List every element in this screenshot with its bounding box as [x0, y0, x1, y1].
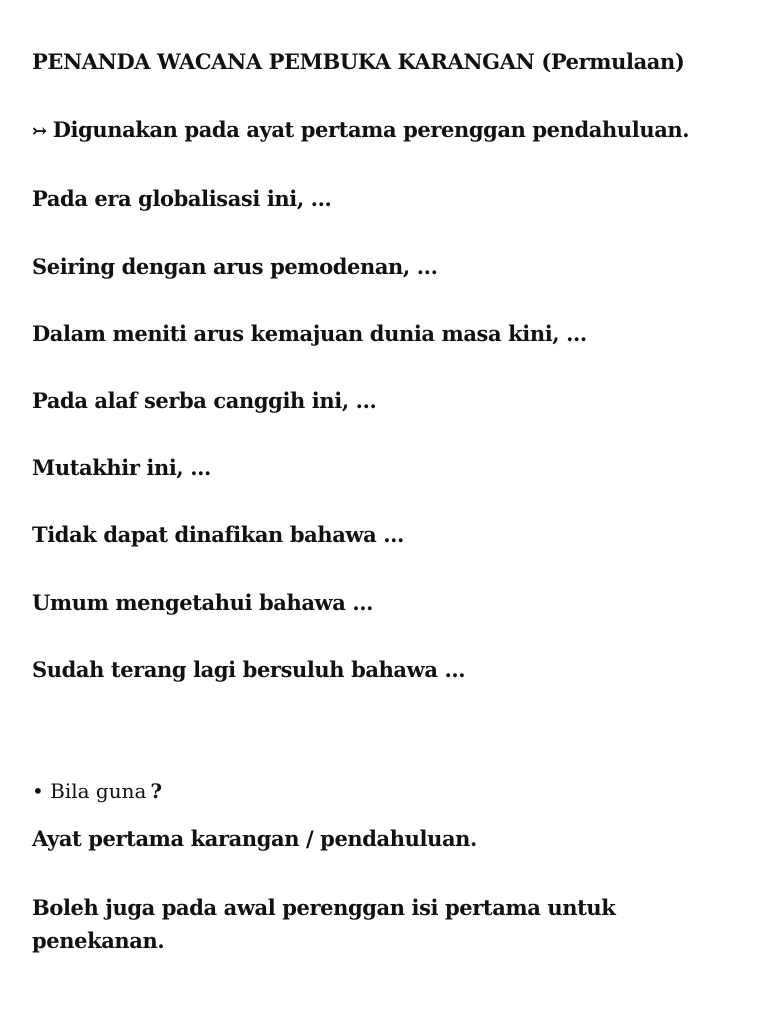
- phrase-item: Pada era globalisasi ini, ...: [32, 186, 332, 211]
- usage-label: Bila guna: [50, 779, 147, 803]
- phrase-item: Mutakhir ini, ...: [32, 455, 211, 480]
- phrase-item: Dalam meniti arus kemajuan dunia masa kini, ...: [32, 321, 587, 346]
- intro-line: [32, 114, 689, 148]
- phrase-item: Umum mengetahui bahawa ...: [32, 590, 374, 615]
- intro-text: Digunakan pada ayat pertama perenggan pendahuluan.: [52, 117, 690, 142]
- phrase-item: Tidak dapat dinafikan bahawa ...: [32, 522, 404, 547]
- page-title: PENANDA WACANA PEMBUKA KARANGAN (Permulaan): [32, 49, 685, 74]
- usage-heading: [32, 775, 162, 807]
- usage-line: Ayat pertama karangan / pendahuluan.: [32, 826, 477, 851]
- phrase-item: Sudah terang lagi bersuluh bahawa ...: [32, 657, 466, 682]
- bullet-icon: •: [32, 779, 44, 803]
- phrase-item: Seiring dengan arus pemodenan, ...: [32, 254, 438, 279]
- arrow-right-icon: ↣: [32, 121, 47, 142]
- phrase-item: Pada alaf serba canggih ini, ...: [32, 388, 377, 413]
- usage-line: Boleh juga pada awal perenggan isi pertama untuk penekanan.: [32, 895, 616, 953]
- question-mark: ?: [150, 779, 163, 803]
